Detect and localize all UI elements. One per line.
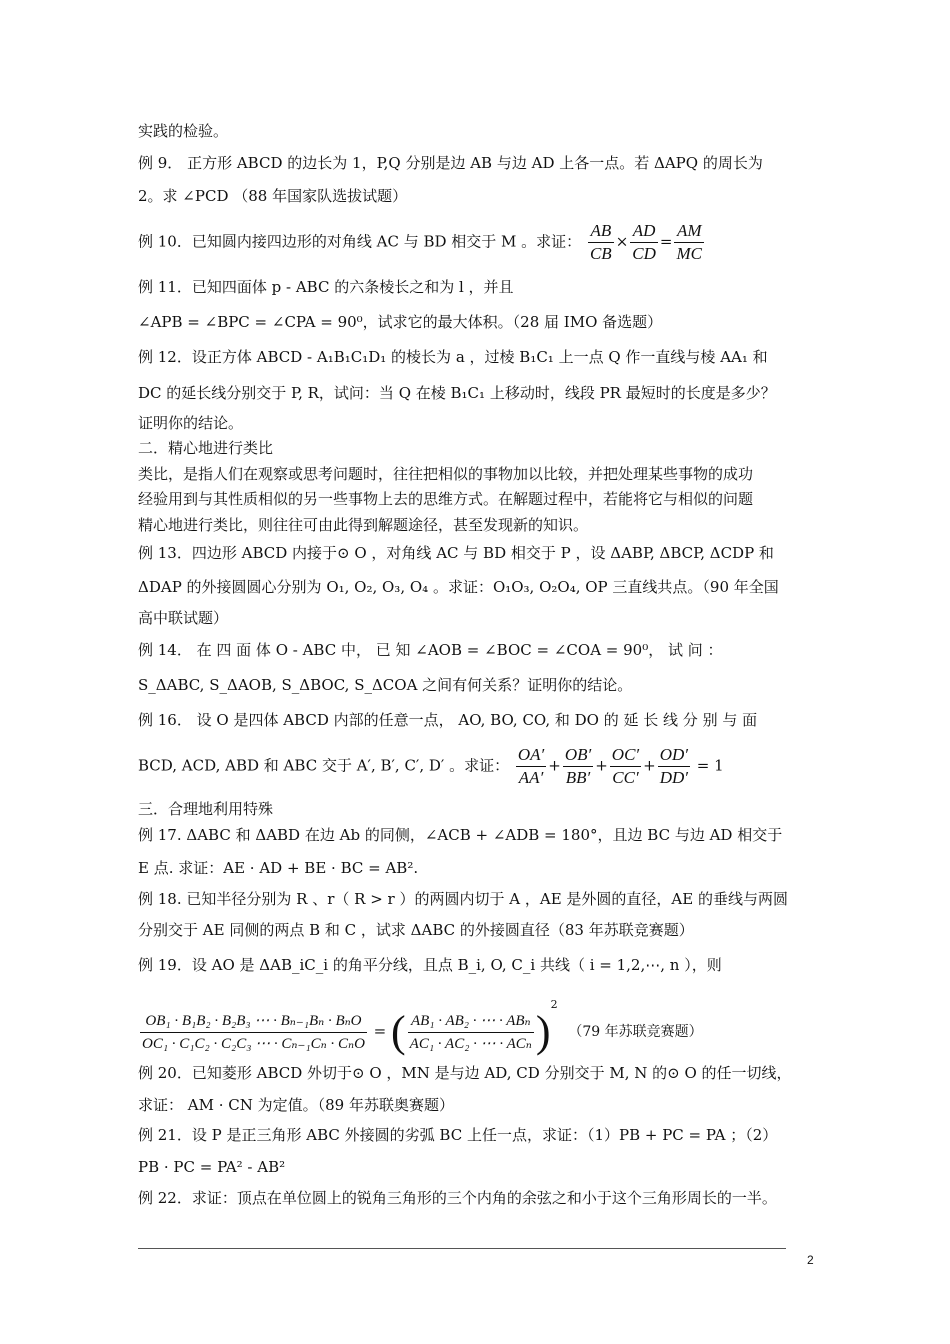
example-9-line-1: 例 9． 正方形 ABCD 的边长为 1，P,Q 分别是边 AB 与边 AD 上各一点。若 ΔAPQ 的周长为 <box>138 154 763 172</box>
example-12-line-2: DC 的延长线分别交于 P, R，试问：当 Q 在棱 B₁C₁ 上移动时，线段 PR 最短时的长度是多少？ <box>138 384 776 402</box>
example-12-line-1: 例 12．设正方体 ABCD - A₁B₁C₁D₁ 的棱长为 a ，过棱 B₁C₁ 上一点 Q 作一直线与棱 AA₁ 和 <box>138 348 768 366</box>
text-line: 实践的检验。 <box>138 122 229 140</box>
example-16-line-2: BCD, ACD, ABD 和 ABC 交于 A′, B′, C′, D′ 。求证： $\frac{OA'}{AA'}$ + $\frac{OB'}{BB'}$ + $\frac{OC'}{CC'}$ + $\frac{OD'}{DD'}$ = 1 <box>138 745 724 787</box>
example-13-line-2: ΔDAP 的外接圆圆心分别为 O₁, O₂, O₃, O₄ 。求证：O₁O₃, O₂O₄, OP 三直线共点。（90 年全国 <box>138 578 779 596</box>
formula-rhs: = 1 <box>696 756 724 775</box>
example-22-line: 例 22．求证：顶点在单位圆上的锐角三角形的三个内角的余弦之和小于这个三角形周长的一半。 <box>138 1189 777 1207</box>
example-16-line-1: 例 16． 设 O 是四体 ABCD 内部的任意一点， AO, BO, CO, 和 DO 的 延 长 线 分 别 与 面 <box>138 711 758 729</box>
fraction: $\frac{OA'}{AA'}$ <box>517 745 545 787</box>
fraction: $\frac{AB}{CB}$ <box>589 221 612 263</box>
example-11-line-2: ∠APB = ∠BPC = ∠CPA = 90⁰，试求它的最大体积。（28 届 IMO 备选题） <box>138 313 663 331</box>
example-17-line-1: 例 17. ΔABC 和 ΔABD 在边 Ab 的同侧，∠ACB + ∠ADB = 180°，且边 BC 与边 AD 相交于 <box>138 826 783 844</box>
page-number: 2 <box>807 1253 814 1267</box>
example-12-line-3: 证明你的结论。 <box>138 414 244 432</box>
fraction: $\frac{OB'}{BB'}$ <box>564 745 592 787</box>
paragraph-line: 精心地进行类比，则往往可由此得到解题途径，甚至发现新的知识。 <box>138 516 589 534</box>
fraction: $\frac{\text{AB₁ · AB₂ · ⋯ · ABₙ}}{\text{AC₁ · AC₂ · ⋯ · ACₙ}}$ <box>408 1010 534 1055</box>
example-11-line-1: 例 11．已知四面体 p - ABC 的六条棱长之和为 l ，并且 <box>138 278 514 296</box>
example-19-source: （79 年苏联竞赛题） <box>568 1024 703 1040</box>
fraction: $\frac{OD'}{DD'}$ <box>659 745 688 787</box>
example-18-line-1: 例 18. 已知半径分别为 R 、r（ R > r ）的两圆内切于 A ，AE 是外圆的直径，AE 的垂线与两圆 <box>138 890 788 908</box>
example-13-line-3: 高中联试题） <box>138 609 229 627</box>
example-20-line-1: 例 20．已知菱形 ABCD 外切于⊙ O ，MN 是与边 AD, CD 分别交于 M, N 的⊙ O 的任一切线， <box>138 1064 792 1082</box>
example-19-formula: $\frac{\text{OB₁ · B₁B₂ · B₂B₃ ⋯ · Bₙ₋₁Bₙ · BₙO}}{\text{OC₁ · C₁C₂ · C₂C₃ ⋯ · Cₙ₋₁Cₙ · CₙO}}$ = ( $\frac{\text{AB₁ · AB₂ · ⋯ · ABₙ}}{\text{AC₁ · AC₂ · ⋯ · ACₙ}}$ )$^2$ （79 年苏联竞赛题） <box>142 998 703 1056</box>
fraction: $\frac{OC'}{CC'}$ <box>611 745 640 787</box>
example-14-line-1: 例 14． 在 四 面 体 O - ABC 中， 已 知 ∠AOB = ∠BOC = ∠COA = 90⁰， 试 问 ： <box>138 641 723 659</box>
fraction: $\frac{AM}{MC}$ <box>676 221 702 263</box>
left-paren: ( <box>391 1007 406 1056</box>
section-heading-2: 二．精心地进行类比 <box>138 439 274 457</box>
example-21-line-1: 例 21．设 P 是正三角形 ABC 外接圆的劣弧 BC 上任一点，求证：（1）PB + PC = PA ；（2） <box>138 1126 778 1144</box>
example-18-line-2: 分别交于 AE 同侧的两点 B 和 C ，试求 ΔABC 的外接圆直径（83 年苏联竞赛题） <box>138 921 694 939</box>
footer-rule <box>138 1248 786 1249</box>
example-10: 例 10．已知圆内接四边形的对角线 AC 与 BD 相交于 M 。求证： $\frac{AB}{CB}$ × $\frac{AD}{CD}$ = $\frac{AM}{MC}$ <box>138 221 702 263</box>
example-21-line-2: PB · PC = PA² - AB² <box>138 1158 286 1176</box>
example-10-text: 例 10．已知圆内接四边形的对角线 AC 与 BD 相交于 M 。求证： <box>138 232 582 251</box>
exponent: 2 <box>550 998 558 1011</box>
example-19-line-1: 例 19．设 AO 是 ΔAB_iC_i 的角平分线，且点 B_i, O, C_i 共线（ i = 1,2,⋯, n ），则 <box>138 956 722 974</box>
paragraph-line: 经验用到与其性质相似的另一些事物上去的思维方式。在解题过程中，若能将它与相似的问题 <box>138 490 754 508</box>
fraction: $\frac{AD}{CD}$ <box>632 221 656 263</box>
section-heading-3: 三．合理地利用特殊 <box>138 800 274 818</box>
right-paren: ) <box>535 1007 551 1056</box>
example-20-line-2: 求证： AM · CN 为定值。（89 年苏联奥赛题） <box>138 1096 454 1114</box>
paragraph-line: 类比，是指人们在观察或思考问题时，往往把相似的事物加以比较，并把处理某些事物的成功 <box>138 465 754 483</box>
example-17-line-2: E 点. 求证：AE · AD + BE · BC = AB². <box>138 859 419 877</box>
example-16-text: BCD, ACD, ABD 和 ABC 交于 A′, B′, C′, D′ 。求证： <box>138 756 510 775</box>
example-14-line-2: S_ΔABC, S_ΔAOB, S_ΔBOC, S_ΔCOA 之间有何关系？证明你的结论。 <box>138 676 633 694</box>
example-9-line-2: 2。求 ∠PCD （88 年国家队选拔试题） <box>138 187 408 205</box>
example-13-line-1: 例 13．四边形 ABCD 内接于⊙ O ，对角线 AC 与 BD 相交于 P ，设 ΔABP, ΔBCP, ΔCDP 和 <box>138 544 774 562</box>
fraction: $\frac{\text{OB₁ · B₁B₂ · B₂B₃ ⋯ · Bₙ₋₁Bₙ · BₙO}}{\text{OC₁ · C₁C₂ · C₂C₃ ⋯ · Cₙ₋₁Cₙ · CₙO}}$ <box>140 1010 367 1055</box>
